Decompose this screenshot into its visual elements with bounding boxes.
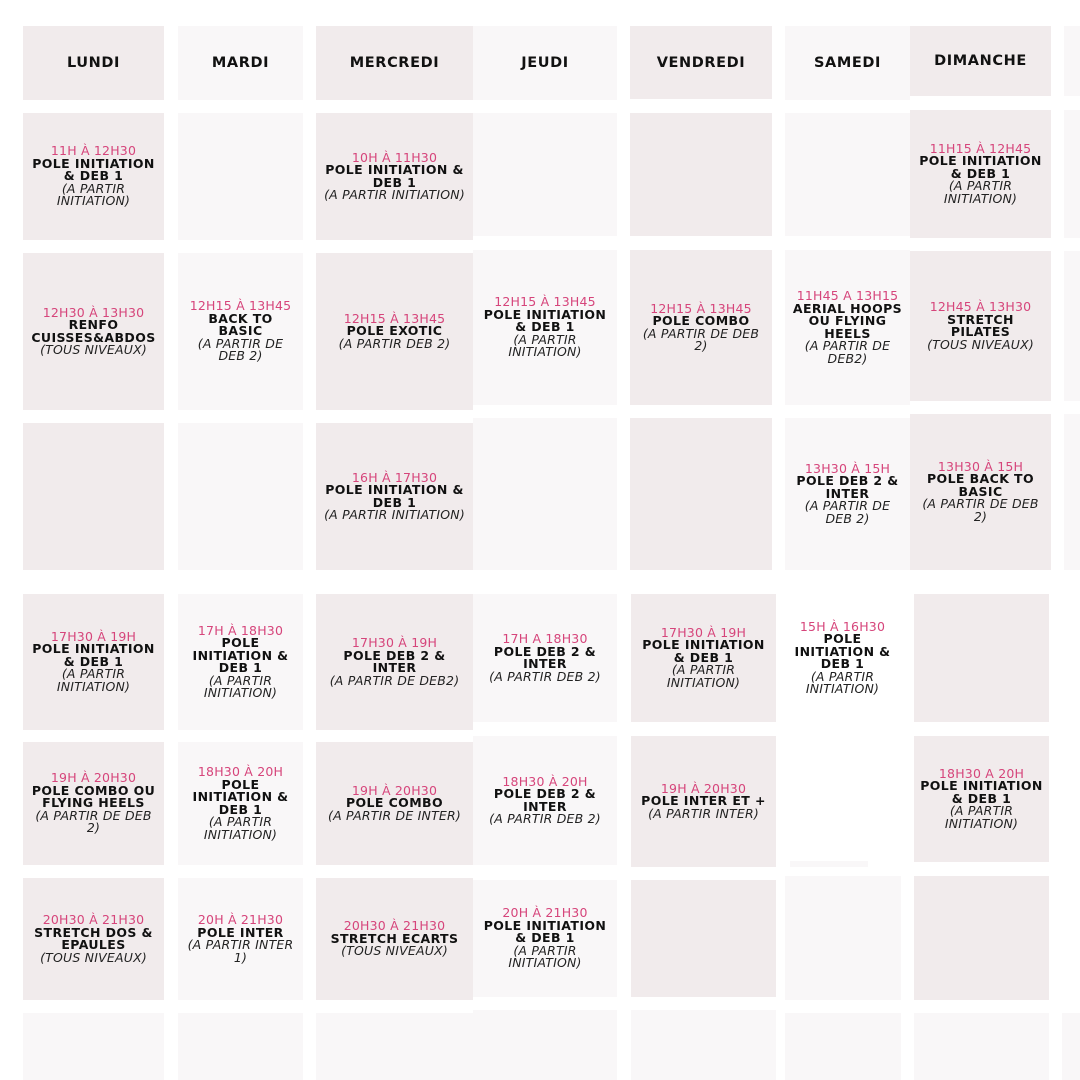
class-level: (A PARTIR DE INTER) — [328, 807, 461, 823]
class-cell-jeudi-6 — [473, 880, 617, 997]
day-label: SAMEDI — [813, 55, 882, 71]
class-title: POLE INTER — [197, 924, 284, 940]
class-time: 13H30 À 15H — [937, 458, 1024, 474]
class-level: (A PARTIR INTER) — [648, 805, 759, 821]
class-cell-vendredi-5 — [631, 736, 776, 867]
class-cell-jeudi-4 — [473, 594, 617, 722]
class-cell-mercredi-4 — [316, 594, 473, 730]
class-cell-mercredi-3 — [316, 423, 473, 570]
day-header-vendredi — [630, 26, 772, 99]
day-header-samedi — [785, 26, 910, 100]
class-level: (A PARTIR INITIATION) — [324, 507, 465, 522]
class-cell-mardi-4 — [178, 594, 303, 730]
class-time: 18H30 A 20H — [938, 765, 1025, 781]
class-cell-vendredi-4 — [631, 594, 776, 722]
day-label: DIMANCHE — [934, 53, 1027, 69]
class-title: POLE COMBO OU FLYING HEELS — [31, 782, 156, 811]
class-cell-mercredi-6 — [316, 878, 473, 1000]
class-time: 12H30 À 13H30 — [42, 304, 145, 320]
edge-cell — [1062, 1013, 1080, 1080]
class-title: RENFO CUISSES&ABDOS — [31, 317, 156, 345]
empty-cell — [473, 1010, 617, 1080]
class-cell-mercredi-2 — [316, 253, 473, 410]
class-time: 13H30 À 15H — [804, 460, 891, 476]
class-cell-lundi-4 — [23, 594, 164, 730]
class-level: (A PARTIR DEB 2) — [489, 811, 601, 826]
class-level: (A PARTIR INITIATION) — [943, 178, 1018, 206]
class-title: POLE INITIATION & DEB 1 — [920, 778, 1043, 806]
class-time: 17H A 18H30 — [502, 631, 588, 646]
class-title: POLE BACK TO BASIC — [926, 471, 1034, 499]
empty-cell — [23, 1013, 164, 1080]
class-level: (A PARTIR INITIATION) — [666, 662, 741, 690]
edge-cell — [1064, 110, 1080, 238]
day-label: JEUDI — [521, 55, 569, 71]
class-level: (A PARTIR INITIATION) — [508, 942, 582, 971]
class-cell-samedi-4 — [785, 594, 900, 722]
edge-cell — [1064, 251, 1080, 401]
class-cell-jeudi-5 — [473, 736, 617, 865]
day-label: LUNDI — [66, 55, 121, 71]
class-cell-vendredi-2 — [630, 250, 772, 405]
class-title: STRETCH ECARTS — [330, 930, 459, 946]
class-time: 20H30 À 21H30 — [343, 918, 446, 934]
class-level: (A PARTIR DEB 2) — [338, 335, 451, 351]
class-title: STRETCH PILATES — [947, 311, 1014, 339]
day-header-lundi — [23, 26, 164, 100]
empty-cell — [23, 423, 164, 570]
class-title: POLE INITIATION & DEB 1 — [642, 637, 765, 665]
class-cell-mardi-5 — [178, 742, 303, 865]
day-label: MARDI — [211, 55, 270, 71]
class-time: 19H À 20H30 — [660, 780, 747, 796]
class-title: POLE INITIATION & DEB 1 — [794, 631, 891, 671]
class-time: 20H À 21H30 — [197, 912, 284, 927]
class-time: 17H À 18H30 — [197, 622, 284, 638]
class-title: POLE COMBO — [652, 313, 750, 328]
class-level: (A PARTIR INTER 1) — [187, 937, 294, 965]
class-time: 20H À 21H30 — [502, 905, 588, 921]
empty-cell — [473, 418, 617, 570]
class-title: POLE DEB 2 & INTER — [343, 647, 446, 675]
class-title: POLE INITIATION & DEB 1 — [32, 641, 155, 669]
class-level: (A PARTIR INITIATION) — [944, 803, 1019, 831]
class-level: (A PARTIR DE DEB2) — [804, 338, 891, 366]
day-label: MERCREDI — [349, 55, 440, 71]
empty-cell — [630, 418, 772, 570]
empty-cell — [630, 113, 772, 236]
class-cell-lundi-6 — [23, 878, 164, 1000]
empty-cell — [785, 113, 910, 236]
class-time: 19H À 20H30 — [50, 770, 137, 786]
class-time: 12H45 À 13H30 — [929, 299, 1032, 314]
class-cell-dimanche-5 — [914, 736, 1049, 862]
empty-cell — [914, 1013, 1049, 1080]
class-level: (A PARTIR INITIATION) — [324, 187, 465, 202]
class-title: POLE DEB 2 & INTER — [493, 786, 597, 814]
class-time: 15H À 16H30 — [799, 618, 886, 634]
class-title: POLE INITIATION & DEB 1 — [32, 155, 155, 184]
class-title: STRETCH DOS & EPAULES — [34, 924, 153, 952]
class-title: POLE INITIATION & DEB 1 — [192, 776, 289, 817]
class-time: 18H30 À 20H — [197, 764, 284, 779]
class-level: (A PARTIR INITIATION) — [203, 814, 278, 842]
class-time: 18H30 À 20H — [502, 773, 588, 789]
class-level: (TOUS NIVEAUX) — [927, 336, 1034, 352]
edge-cell — [1064, 414, 1080, 570]
class-level: (A PARTIR INITIATION) — [56, 180, 131, 209]
class-level: (TOUS NIVEAUX) — [40, 949, 147, 965]
empty-cell — [473, 113, 617, 236]
empty-cell — [178, 423, 303, 570]
class-time: 11H15 À 12H45 — [929, 140, 1032, 156]
class-cell-dimanche-3 — [910, 414, 1051, 570]
class-level: (A PARTIR DE DEB 2) — [35, 807, 152, 836]
empty-cell — [914, 594, 1049, 722]
class-time: 17H30 À 19H — [660, 624, 747, 640]
day-header-mercredi — [316, 26, 473, 100]
class-cell-lundi-5 — [23, 742, 164, 865]
class-level: (A PARTIR DE DEB 2) — [197, 335, 284, 364]
class-level: (A PARTIR INITIATION) — [203, 672, 278, 700]
class-title: BACK TO BASIC — [208, 310, 273, 339]
class-title: POLE DEB 2 & INTER — [493, 643, 597, 671]
edge-cell — [1064, 26, 1080, 96]
empty-cell — [178, 113, 303, 240]
empty-cell — [914, 876, 1049, 1000]
class-time: 10H À 11H30 — [351, 149, 438, 165]
class-title: POLE COMBO — [345, 795, 444, 811]
class-title: POLE INITIATION & DEB 1 — [919, 153, 1042, 181]
class-time: 17H30 À 19H — [50, 628, 137, 644]
empty-cell — [785, 1013, 901, 1080]
class-cell-samedi-2 — [785, 250, 910, 405]
day-header-jeudi — [473, 26, 617, 100]
class-level: (A PARTIR DE DEB 2) — [804, 498, 891, 526]
class-time: 12H15 À 13H45 — [189, 298, 292, 314]
class-cell-lundi-1 — [23, 113, 164, 240]
class-title: POLE INITIATION & DEB 1 — [325, 482, 464, 510]
class-title: AERIAL HOOPS OU FLYING HEELS — [792, 300, 903, 341]
empty-cell — [316, 1013, 473, 1080]
class-level: (A PARTIR DEB 2) — [489, 668, 601, 684]
class-title: POLE INITIATION & DEB 1 — [325, 162, 464, 190]
class-cell-jeudi-2 — [473, 250, 617, 405]
class-title: POLE DEB 2 & INTER — [796, 473, 899, 501]
class-cell-lundi-2 — [23, 253, 164, 410]
class-time: 16H À 17H30 — [351, 469, 438, 485]
class-time: 11H45 A 13H15 — [796, 288, 899, 303]
class-level: (A PARTIR INITIATION) — [805, 668, 880, 696]
class-level: (A PARTIR INITIATION) — [508, 331, 582, 360]
class-title: POLE INITIATION & DEB 1 — [483, 917, 607, 946]
class-title: POLE INITIATION & DEB 1 — [192, 635, 289, 675]
class-cell-mardi-2 — [178, 253, 303, 410]
class-title: POLE INTER ET + — [641, 793, 766, 809]
divider-strip — [790, 861, 868, 867]
class-time: 12H15 À 13H45 — [494, 294, 596, 310]
class-cell-mercredi-1 — [316, 113, 473, 240]
day-label: VENDREDI — [656, 54, 746, 71]
class-cell-dimanche-2 — [910, 251, 1051, 401]
empty-cell — [631, 1010, 776, 1080]
class-level: (TOUS NIVEAUX) — [40, 342, 147, 357]
class-cell-mardi-6 — [178, 878, 303, 1000]
class-time: 19H À 20H30 — [351, 782, 438, 798]
class-time: 11H À 12H30 — [50, 143, 137, 159]
class-title: POLE INITIATION & DEB 1 — [483, 306, 607, 335]
class-level: (A PARTIR DE DEB2) — [329, 672, 460, 688]
class-cell-dimanche-1 — [910, 110, 1051, 238]
empty-cell — [631, 880, 776, 997]
class-time: 12H15 À 13H45 — [650, 300, 752, 316]
class-cell-samedi-3 — [785, 418, 910, 570]
class-time: 20H30 À 21H30 — [42, 912, 145, 927]
class-title: POLE EXOTIC — [346, 323, 443, 339]
class-time: 17H30 À 19H — [351, 635, 438, 650]
day-header-mardi — [178, 26, 303, 100]
day-header-dimanche — [910, 26, 1051, 96]
class-level: (A PARTIR DE DEB 2) — [922, 496, 1039, 524]
class-level: (TOUS NIVEAUX) — [341, 943, 448, 959]
empty-cell — [178, 1013, 303, 1080]
class-time: 12H15 À 13H45 — [343, 310, 446, 326]
class-cell-mercredi-5 — [316, 742, 473, 865]
class-level: (A PARTIR DE DEB 2) — [642, 325, 760, 353]
class-level: (A PARTIR INITIATION) — [56, 666, 131, 694]
empty-cell — [785, 876, 901, 1000]
